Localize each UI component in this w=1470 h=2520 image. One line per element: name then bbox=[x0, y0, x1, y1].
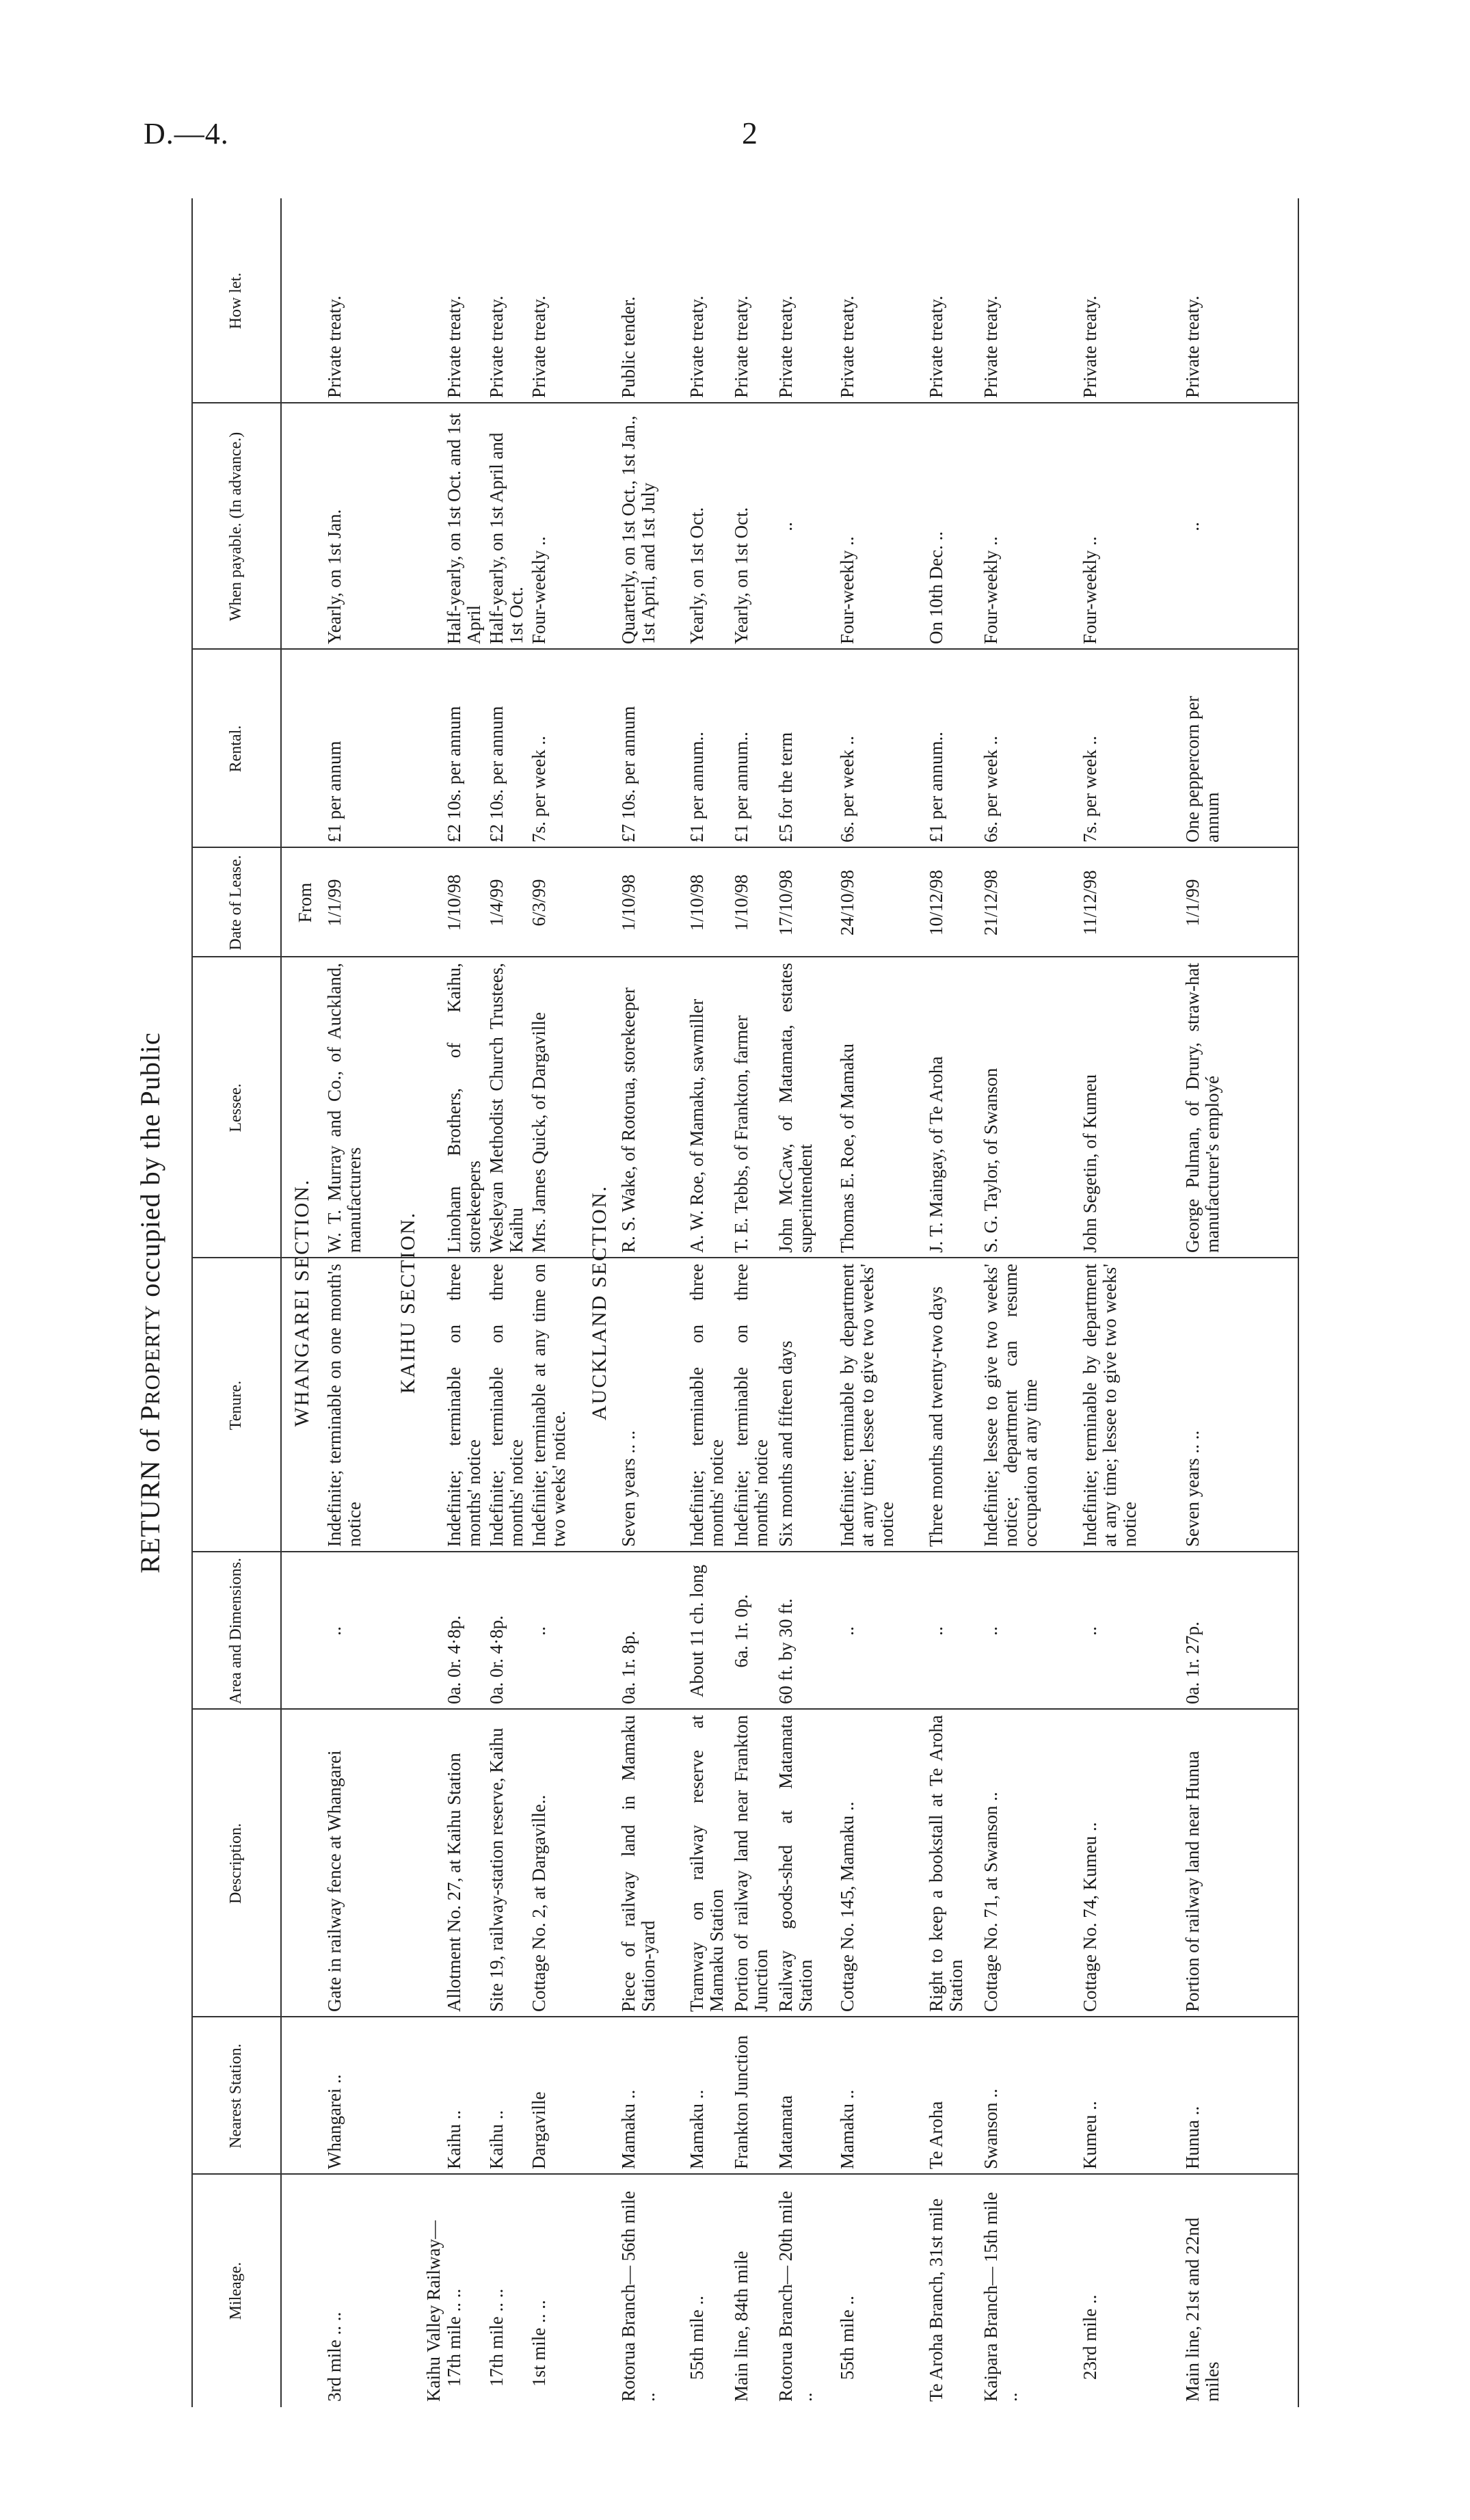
col-header-rental: Rental. bbox=[227, 725, 245, 773]
cell-how-let: Private treaty. bbox=[529, 295, 549, 398]
cell-area: 6a. 1r. 0p. bbox=[731, 1594, 751, 1668]
cell-mileage: 23rd mile .. bbox=[1080, 2294, 1100, 2380]
cell-station: Whangarei .. bbox=[324, 2074, 345, 2169]
cell-date: 17/10/98 bbox=[775, 870, 796, 936]
cell-date: 1/1/99 bbox=[1182, 879, 1203, 927]
cell-area: 0a. 0r. 4·8p. bbox=[444, 1615, 464, 1704]
cell-how-let: Public tender. bbox=[618, 296, 639, 398]
cell-rental: 7s. per week .. bbox=[529, 736, 549, 843]
cell-tenure: Seven years .. .. bbox=[618, 1430, 639, 1547]
cell-mileage: Main line, 84th mile bbox=[731, 2251, 751, 2402]
cell-mileage-group: Kaihu Valley Railway— bbox=[423, 2220, 444, 2402]
rotated-table-page bbox=[123, 198, 1299, 2407]
page-number: 2 bbox=[742, 116, 758, 150]
cell-rental: 7s. per week .. bbox=[1080, 736, 1100, 843]
cell-how-let: Private treaty. bbox=[324, 295, 345, 398]
cell-date: 6/3/99 bbox=[529, 879, 549, 927]
cell-when-payable: Yearly, on 1st Jan. bbox=[324, 509, 345, 644]
cell-description: Portion of railway land near Hunua bbox=[1182, 1751, 1203, 2012]
cell-when-payable: On 10th Dec. .. bbox=[926, 531, 946, 644]
col-header-date-of-lease: Date of Lease. bbox=[227, 855, 245, 951]
header-rule bbox=[280, 198, 282, 2407]
col-header-tenure: Tenure. bbox=[227, 1380, 245, 1431]
cell-when-payable: Four-weekly .. bbox=[837, 536, 857, 644]
cell-mileage: Rotorua Branch— 56th mile .. bbox=[618, 2190, 658, 2402]
cell-rental: 6s. per week .. bbox=[837, 736, 857, 843]
cell-lessee: George Pulman, of Drury, straw-hat manufacturer's employé bbox=[1182, 963, 1222, 1253]
cell-tenure: Indefinite; terminable at any time on two weeks' notice. bbox=[529, 1264, 569, 1547]
cell-area: 0a. 0r. 4·8p. bbox=[486, 1615, 507, 1704]
cell-how-let: Private treaty. bbox=[486, 295, 507, 398]
cell-lessee: Linoham Brothers, of Kaihu, storekeepers bbox=[444, 963, 484, 1253]
cell-date: 1/10/98 bbox=[731, 874, 751, 931]
cell-lessee: A. W. Roe, of Mamaku, sawmiller bbox=[686, 998, 707, 1253]
cell-description: Cottage No. 74, Kumeu .. bbox=[1080, 1822, 1100, 2012]
cell-rental: £1 per annum.. bbox=[731, 732, 751, 843]
cell-description: Tramway on railway reserve at Mamaku Station bbox=[686, 1715, 727, 2012]
table-rule-bottom bbox=[1298, 198, 1299, 2407]
cell-rental: £7 10s. per annum bbox=[618, 706, 639, 843]
cell-how-let: Private treaty. bbox=[686, 295, 707, 398]
section-title-whangarei: WHANGAREI SECTION. bbox=[291, 1178, 313, 1427]
cell-station: Mamaku .. bbox=[618, 2089, 639, 2169]
col-header-description: Description. bbox=[227, 1823, 245, 1904]
cell-rental: £5 for the term bbox=[775, 732, 796, 843]
cell-mileage: Main line, 21st and 22nd miles bbox=[1182, 2217, 1222, 2402]
cell-date: 1/10/98 bbox=[686, 874, 707, 931]
cell-when-payable: Four-weekly .. bbox=[529, 536, 549, 644]
cell-date: 1/10/98 bbox=[444, 874, 464, 931]
cell-tenure: Indefinite; terminable on three months' notice bbox=[486, 1264, 526, 1547]
cell-station: Kumeu .. bbox=[1080, 2101, 1100, 2169]
cell-rental: £2 10s. per annum bbox=[486, 706, 507, 843]
cell-how-let: Private treaty. bbox=[731, 295, 751, 398]
cell-lessee: John Segetin, of Kumeu bbox=[1080, 1074, 1100, 1253]
cell-tenure: Six months and fifteen days bbox=[775, 1340, 796, 1547]
cell-area: .. bbox=[529, 1626, 549, 1636]
cell-lessee: Mrs. James Quick, of Dargaville bbox=[529, 1012, 549, 1253]
cell-station: Kaihu .. bbox=[486, 2110, 507, 2169]
property-table bbox=[191, 198, 1299, 2407]
cell-station: Hunua .. bbox=[1182, 2106, 1203, 2169]
cell-station: Swanson .. bbox=[980, 2088, 1001, 2169]
cell-lessee: Thomas E. Roe, of Mamaku bbox=[837, 1044, 857, 1253]
cell-lessee: W. T. Murray and Co., of Auckland, manufacturers bbox=[324, 963, 364, 1253]
cell-when-payable: Four-weekly .. bbox=[980, 536, 1001, 644]
cell-lessee: R. S. Wake, of Rotorua, storekeeper bbox=[618, 987, 639, 1253]
cell-when-payable: Yearly, on 1st Oct. bbox=[686, 507, 707, 644]
col-header-lessee: Lessee. bbox=[227, 1083, 245, 1132]
title-suffix: occupied by the Public bbox=[135, 1032, 165, 1305]
cell-tenure: Indefinite; terminable on three months' notice bbox=[686, 1264, 727, 1547]
cell-tenure: Three months and twenty-two days bbox=[926, 1286, 946, 1547]
cell-description: Railway goods-shed at Matamata Station bbox=[775, 1715, 816, 2012]
cell-lessee: John McCaw, of Matamata, estates superintendent bbox=[775, 963, 816, 1253]
cell-rental: 6s. per week .. bbox=[980, 736, 1001, 843]
cell-how-let: Private treaty. bbox=[926, 295, 946, 398]
cell-when-payable: Half-yearly, on 1st Oct. and 1st April bbox=[444, 413, 484, 644]
cell-rental: £2 10s. per annum bbox=[444, 706, 464, 843]
cell-tenure: Indefinite; terminable by department at any time; lessee to give two weeks' notice bbox=[1080, 1264, 1140, 1547]
col-header-nearest-station: Nearest Station. bbox=[227, 2043, 245, 2149]
cell-station: Te Aroha bbox=[926, 2101, 946, 2169]
cell-tenure: Indefinite; terminable on three months' notice bbox=[444, 1264, 484, 1547]
cell-tenure: Indefinite; terminable on three months' notice bbox=[731, 1264, 771, 1547]
cell-mileage: 17th mile .. .. bbox=[486, 2288, 507, 2387]
cell-area: .. bbox=[980, 1626, 1001, 1636]
cell-area: 0a. 1r. 27p. bbox=[1182, 1621, 1203, 1704]
cell-how-let: Private treaty. bbox=[980, 295, 1001, 398]
cell-lessee: J. T. Maingay, of Te Aroha bbox=[926, 1056, 946, 1253]
cell-rental: £1 per annum.. bbox=[926, 732, 946, 843]
cell-date: 11/12/98 bbox=[1080, 870, 1100, 936]
cell-how-let: Private treaty. bbox=[1080, 295, 1100, 398]
title-prefix: RETURN of bbox=[135, 1420, 165, 1574]
cell-description: Allotment No. 27, at Kaihu Station bbox=[444, 1753, 464, 2012]
cell-description: Piece of railway land in Mamaku Station-yard bbox=[618, 1715, 658, 2012]
title-smallcaps: ROPERTY bbox=[140, 1304, 164, 1405]
cell-station: Kaihu .. bbox=[444, 2110, 464, 2169]
cell-mileage: 55th mile .. bbox=[686, 2296, 707, 2380]
cell-rental: One peppercorn per annum bbox=[1182, 695, 1222, 843]
title-cap: P bbox=[135, 1405, 165, 1421]
cell-description: Gate in railway fence at Whangarei bbox=[324, 1750, 345, 2012]
section-title-kaihu: KAIHU SECTION. bbox=[397, 1211, 419, 1394]
cell-area: About 11 ch. long bbox=[686, 1565, 707, 1697]
cell-when-payable: .. bbox=[1182, 522, 1203, 531]
cell-rental: £1 per annum bbox=[324, 741, 345, 843]
cell-mileage: 17th mile .. .. bbox=[444, 2288, 464, 2387]
cell-station: Mamaku .. bbox=[686, 2089, 707, 2169]
cell-area: 60 ft. by 30 ft. bbox=[775, 1598, 796, 1704]
cell-tenure: Indefinite; lessee to give two weeks' notice; department can resume occupation at any time bbox=[980, 1264, 1041, 1547]
cell-when-payable: Quarterly, on 1st Oct., 1st Jan., 1st April, and 1st July bbox=[618, 415, 658, 644]
cell-date: 21/12/98 bbox=[980, 870, 1001, 936]
cell-how-let: Private treaty. bbox=[1182, 295, 1203, 398]
cell-date: 1/10/98 bbox=[618, 874, 639, 931]
cell-mileage: Rotorua Branch— 20th mile .. bbox=[775, 2190, 816, 2402]
page-title bbox=[123, 198, 178, 2407]
cell-when-payable: Yearly, on 1st Oct. bbox=[731, 507, 751, 644]
cell-when-payable: .. bbox=[775, 522, 796, 531]
cell-rental: £1 per annum.. bbox=[686, 732, 707, 843]
cell-station: Mamaku .. bbox=[837, 2089, 857, 2169]
cell-mileage: 55th mile .. bbox=[837, 2296, 857, 2380]
col-header-area: Area and Dimensions. bbox=[227, 1558, 245, 1704]
cell-station: Frankton Junction bbox=[731, 2035, 751, 2169]
cell-when-payable: Half-yearly, on 1st April and 1st Oct. bbox=[486, 432, 526, 644]
cell-mileage: 1st mile .. .. bbox=[529, 2300, 549, 2387]
cell-how-let: Private treaty. bbox=[444, 295, 464, 398]
cell-lessee: T. E. Tebbs, of Frankton, farmer bbox=[731, 1015, 751, 1253]
cell-description: Site 19, railway-station reserve, Kaihu bbox=[486, 1727, 507, 2012]
cell-tenure: Seven years .. .. bbox=[1182, 1430, 1203, 1547]
cell-mileage: Kaipara Branch— 15th mile .. bbox=[980, 2192, 1021, 2402]
cell-area: .. bbox=[324, 1626, 345, 1636]
col-header-mileage: Mileage. bbox=[227, 2262, 245, 2320]
cell-area: .. bbox=[926, 1626, 946, 1636]
cell-lessee: Wesleyan Methodist Church Trustees, Kaihu bbox=[486, 963, 526, 1253]
cell-date: 1/4/99 bbox=[486, 879, 507, 927]
document-code: D.—4. bbox=[144, 117, 229, 150]
cell-mileage: 3rd mile .. .. bbox=[324, 2311, 345, 2402]
col-header-when-payable: When payable. (In advance.) bbox=[227, 432, 245, 622]
cell-description: Cottage No. 145, Mamaku .. bbox=[837, 1801, 857, 2012]
cell-date: 1/1/99 bbox=[324, 879, 345, 927]
cell-lessee: S. G. Taylor, of Swanson bbox=[980, 1067, 1001, 1253]
cell-description: Portion of railway land near Frankton Junction bbox=[731, 1715, 771, 2012]
cell-how-let: Private treaty. bbox=[775, 295, 796, 398]
cell-when-payable: Four-weekly .. bbox=[1080, 536, 1100, 644]
cell-description: Cottage No. 2, at Dargaville.. bbox=[529, 1794, 549, 2012]
col-header-how-let: How let. bbox=[227, 272, 245, 330]
cell-tenure: Indefinite; terminable on one month's notice bbox=[324, 1264, 364, 1547]
cell-area: .. bbox=[837, 1626, 857, 1636]
cell-station: Dargaville bbox=[529, 2091, 549, 2169]
cell-date: 10/12/98 bbox=[926, 870, 946, 936]
cell-description: Right to keep a bookstall at Te Aroha Station bbox=[926, 1715, 966, 2012]
cell-area: 0a. 1r. 8p. bbox=[618, 1630, 639, 1704]
cell-tenure: Indefinite; terminable by department at any time; lessee to give two weeks' notice bbox=[837, 1264, 897, 1547]
cell-station: Matamata bbox=[775, 2095, 796, 2169]
section-title-auckland: AUCKLAND SECTION. bbox=[588, 1185, 611, 1420]
cell-mileage: Te Aroha Branch, 31st mile bbox=[926, 2198, 946, 2402]
cell-description: Cottage No. 71, at Swanson .. bbox=[980, 1792, 1001, 2012]
cell-area: .. bbox=[1080, 1626, 1100, 1636]
cell-how-let: Private treaty. bbox=[837, 295, 857, 398]
from-label: From bbox=[295, 882, 315, 923]
cell-date: 24/10/98 bbox=[837, 870, 857, 936]
